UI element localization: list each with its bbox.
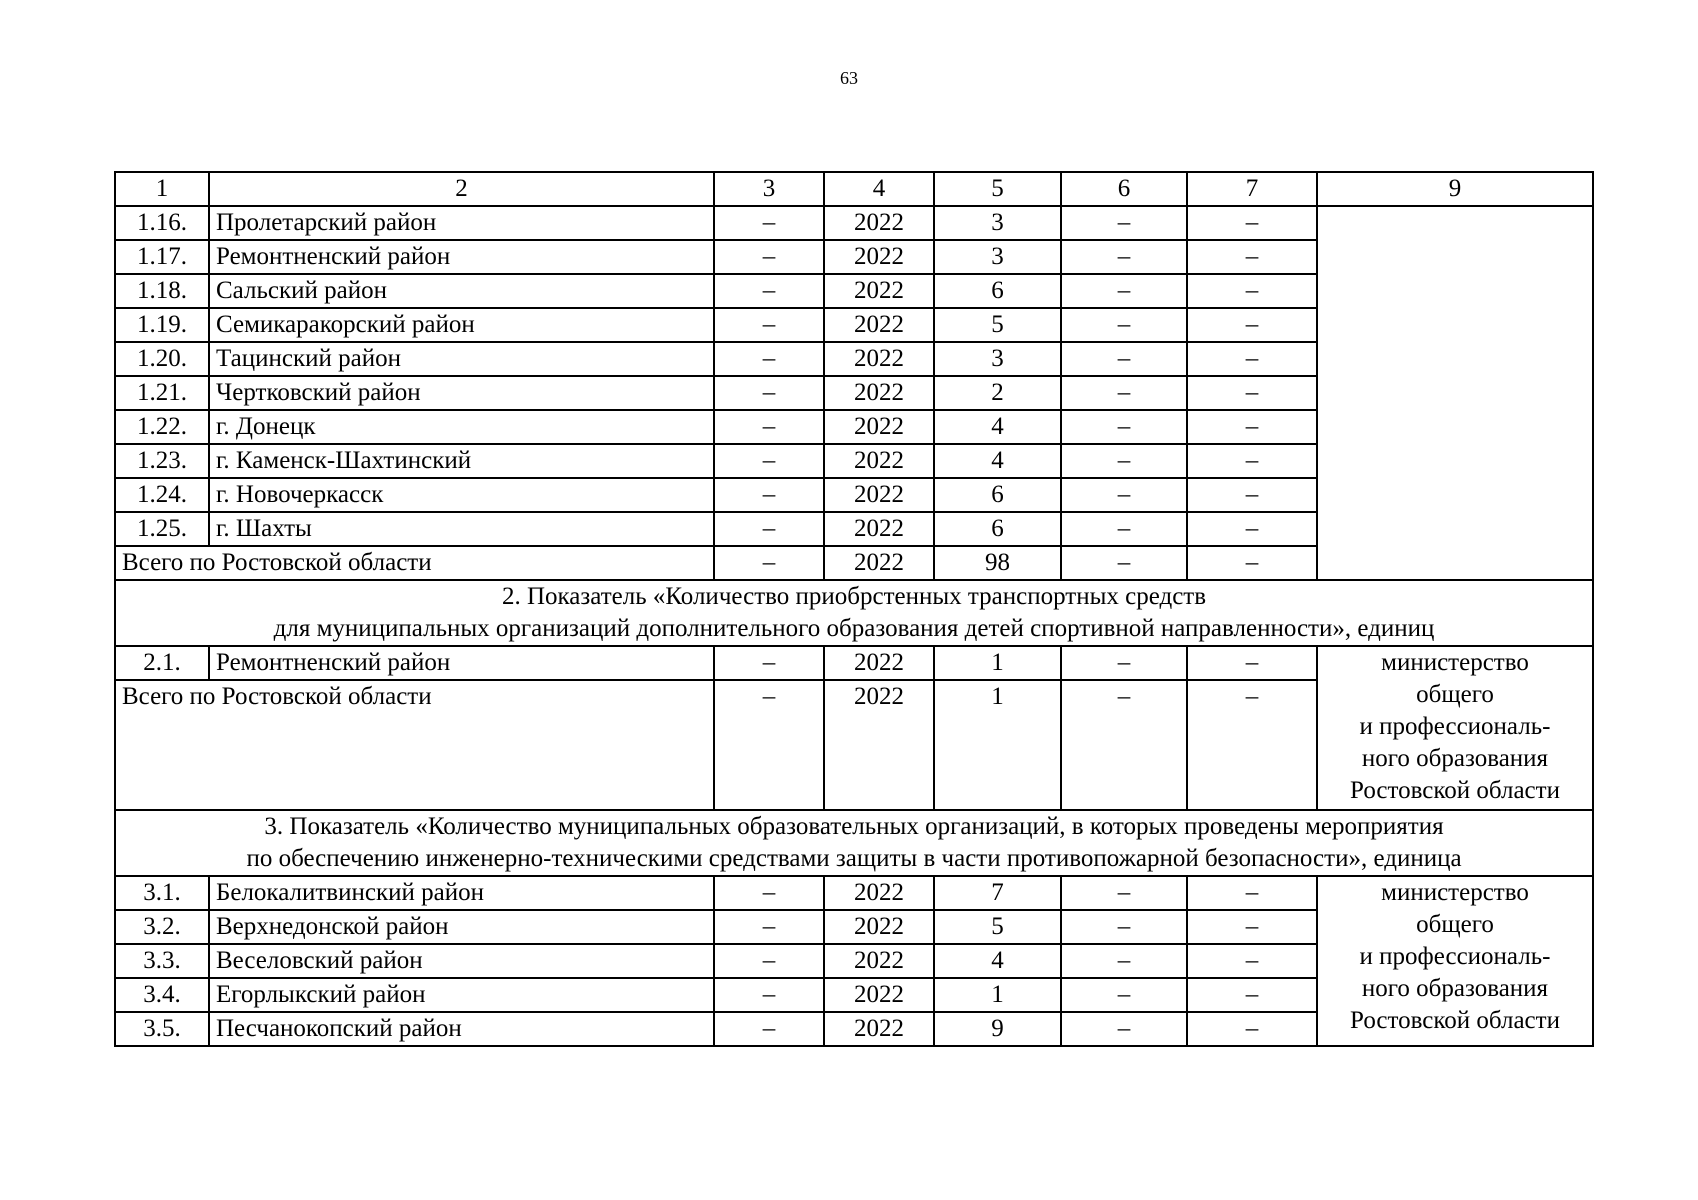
row-value-c3: – [714,646,824,680]
row-value-c6: – [1061,478,1187,512]
empty-cell [1317,206,1593,580]
row-value-c6: – [1061,910,1187,944]
responsible-line: общего [1416,681,1494,708]
row-number: 3.4. [115,978,209,1012]
total-value-c7: – [1187,680,1317,810]
section-heading-line: для муниципальных организаций дополнительного образования детей спортивной направленности», единиц [273,615,1435,642]
header-cell: 9 [1317,172,1593,206]
header-cell: 4 [824,172,934,206]
row-value-c7: – [1187,1012,1317,1046]
table-body [115,172,1593,1046]
row-value-c3: – [714,308,824,342]
row-value-c5: 6 [934,478,1061,512]
row-value-c6: – [1061,444,1187,478]
total-label: Всего по Ростовской области [115,546,714,580]
section-heading-line: 3. Показатель «Количество муниципальных образовательных организаций, в которых проведены мероприятия [264,813,1444,840]
row-value-c5: 6 [934,512,1061,546]
row-value-c4: 2022 [824,512,934,546]
row-value-c6: – [1061,308,1187,342]
row-value-c6: – [1061,876,1187,910]
row-name: Сальский район [209,274,714,308]
indicators-table [114,171,1594,1047]
row-number: 1.25. [115,512,209,546]
row-number: 3.3. [115,944,209,978]
header-cell: 2 [209,172,714,206]
section-heading [115,810,1593,876]
row-value-c6: – [1061,1012,1187,1046]
responsible-line: министерство [1381,879,1529,906]
table-row [115,876,1593,910]
responsible-line: Ростовской области [1350,1007,1560,1034]
row-value-c3: – [714,342,824,376]
row-value-c6: – [1061,342,1187,376]
row-value-c7: – [1187,478,1317,512]
responsible-line: ного образования [1361,975,1549,1002]
row-value-c3: – [714,274,824,308]
row-value-c3: – [714,206,824,240]
row-value-c5: 5 [934,308,1061,342]
row-name: г. Донецк [209,410,714,444]
row-value-c7: – [1187,444,1317,478]
responsible-line: министерство [1381,649,1529,676]
row-value-c4: 2022 [824,444,934,478]
row-value-c4: 2022 [824,1012,934,1046]
row-value-c4: 2022 [824,376,934,410]
row-name: Чертковский район [209,376,714,410]
row-value-c7: – [1187,376,1317,410]
header-cell: 5 [934,172,1061,206]
row-value-c7: – [1187,342,1317,376]
row-value-c7: – [1187,944,1317,978]
row-value-c7: – [1187,910,1317,944]
row-value-c5: 4 [934,444,1061,478]
row-name: Веселовский район [209,944,714,978]
row-value-c7: – [1187,978,1317,1012]
page-number: 63 [840,68,858,88]
row-value-c4: 2022 [824,342,934,376]
row-value-c6: – [1061,206,1187,240]
row-number: 1.22. [115,410,209,444]
row-value-c7: – [1187,206,1317,240]
row-value-c7: – [1187,876,1317,910]
row-value-c6: – [1061,978,1187,1012]
row-value-c4: 2022 [824,274,934,308]
row-value-c4: 2022 [824,240,934,274]
header-cell: 7 [1187,172,1317,206]
row-number: 3.1. [115,876,209,910]
row-value-c3: – [714,1012,824,1046]
row-name: Белокалитвинский район [209,876,714,910]
row-value-c5: 9 [934,1012,1061,1046]
row-value-c6: – [1061,410,1187,444]
section-heading-line: 2. Показатель «Количество приобрстенных транспортных средств [501,583,1207,610]
row-value-c4: 2022 [824,978,934,1012]
row-value-c4: 2022 [824,876,934,910]
row-name: г. Каменск-Шахтинский [209,444,714,478]
row-name: Ремонтненский район [209,240,714,274]
row-value-c6: – [1061,274,1187,308]
responsible-line: Ростовской области [1350,777,1560,804]
row-value-c3: – [714,478,824,512]
total-label: Всего по Ростовской области [115,680,714,810]
row-value-c6: – [1061,512,1187,546]
row-value-c7: – [1187,240,1317,274]
row-value-c6: – [1061,646,1187,680]
row-value-c5: 1 [934,646,1061,680]
row-value-c4: 2022 [824,308,934,342]
row-name: Песчанокопский район [209,1012,714,1046]
row-value-c3: – [714,376,824,410]
row-value-c7: – [1187,512,1317,546]
row-name: Егорлыкский район [209,978,714,1012]
row-value-c3: – [714,512,824,546]
row-value-c4: 2022 [824,646,934,680]
row-number: 3.2. [115,910,209,944]
header-cell: 3 [714,172,824,206]
row-value-c4: 2022 [824,944,934,978]
row-number: 3.5. [115,1012,209,1046]
row-name: г. Новочеркасск [209,478,714,512]
row-number: 1.16. [115,206,209,240]
row-name: Пролетарский район [209,206,714,240]
total-value-c6: – [1061,546,1187,580]
responsible-line: и профессиональ- [1359,943,1551,970]
row-number: 1.23. [115,444,209,478]
row-value-c7: – [1187,410,1317,444]
total-value-c4: 2022 [824,680,934,810]
row-value-c3: – [714,978,824,1012]
row-value-c4: 2022 [824,478,934,512]
row-value-c3: – [714,944,824,978]
row-value-c7: – [1187,646,1317,680]
header-cell: 6 [1061,172,1187,206]
row-value-c5: 2 [934,376,1061,410]
row-value-c7: – [1187,274,1317,308]
row-value-c7: – [1187,308,1317,342]
total-value-c5: 98 [934,546,1061,580]
row-number: 1.17. [115,240,209,274]
row-name: Тацинский район [209,342,714,376]
row-value-c6: – [1061,376,1187,410]
row-value-c5: 7 [934,876,1061,910]
row-name: Верхнедонской район [209,910,714,944]
row-value-c3: – [714,876,824,910]
row-value-c5: 3 [934,240,1061,274]
responsible-cell [1317,646,1593,810]
section-heading-row [115,810,1593,876]
row-value-c4: 2022 [824,910,934,944]
row-value-c4: 2022 [824,206,934,240]
row-value-c3: – [714,444,824,478]
total-value-c3: – [714,680,824,810]
row-value-c5: 3 [934,342,1061,376]
header-cell: 1 [115,172,209,206]
header-row [115,172,1593,206]
section-heading-row [115,580,1593,646]
table-row [115,646,1593,680]
section-heading-line: по обеспечению инженерно-техническими средствами защиты в части противопожарной безопасности», единица [246,845,1462,872]
total-value-c5: 1 [934,680,1061,810]
row-value-c3: – [714,240,824,274]
row-value-c5: 4 [934,944,1061,978]
total-value-c3: – [714,546,824,580]
row-number: 1.19. [115,308,209,342]
row-value-c3: – [714,910,824,944]
row-name: г. Шахты [209,512,714,546]
total-value-c7: – [1187,546,1317,580]
row-number: 1.21. [115,376,209,410]
row-value-c5: 6 [934,274,1061,308]
row-value-c5: 3 [934,206,1061,240]
table-row [115,206,1593,240]
row-number: 1.20. [115,342,209,376]
row-number: 1.24. [115,478,209,512]
row-value-c6: – [1061,944,1187,978]
row-value-c5: 5 [934,910,1061,944]
row-value-c3: – [714,410,824,444]
row-name: Семикаракорский район [209,308,714,342]
section-heading [115,580,1593,646]
row-value-c6: – [1061,240,1187,274]
row-value-c5: 4 [934,410,1061,444]
row-value-c4: 2022 [824,410,934,444]
row-number: 2.1. [115,646,209,680]
responsible-line: и профессиональ- [1359,713,1551,740]
responsible-line: общего [1416,911,1494,938]
total-value-c4: 2022 [824,546,934,580]
row-name: Ремонтненский район [209,646,714,680]
row-value-c5: 1 [934,978,1061,1012]
total-value-c6: – [1061,680,1187,810]
responsible-cell [1317,876,1593,1046]
row-number: 1.18. [115,274,209,308]
responsible-line: ного образования [1361,745,1549,772]
